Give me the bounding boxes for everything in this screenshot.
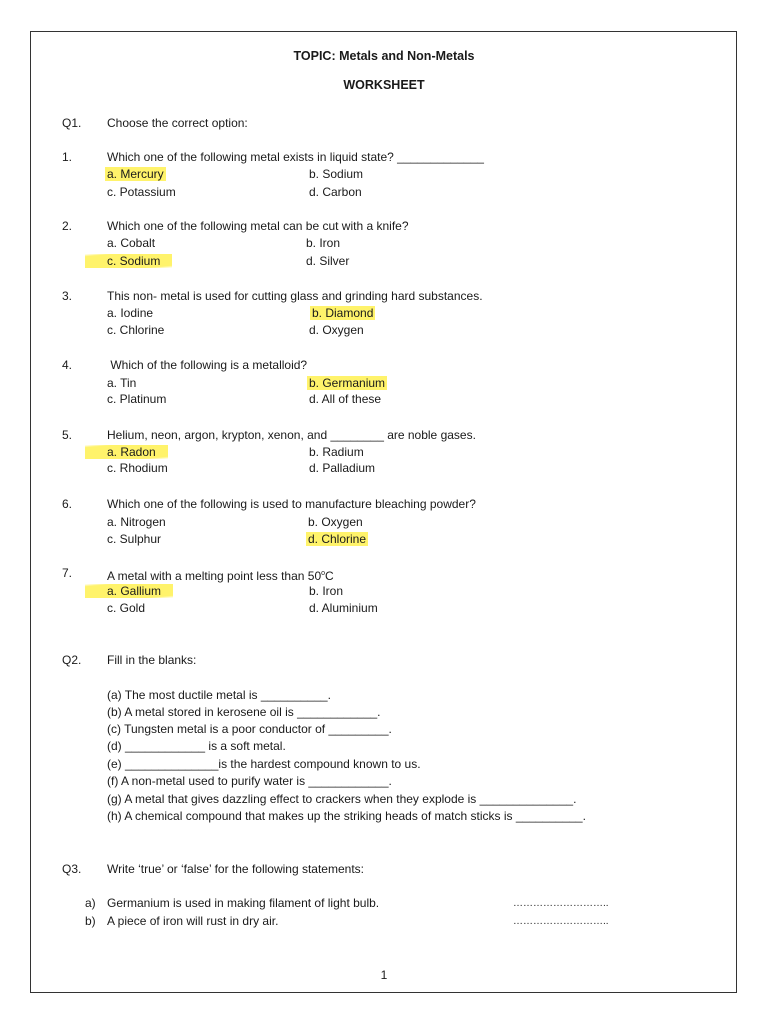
mcq-7-question-text: A metal with a melting point less than 50	[107, 569, 322, 583]
q1-number: Q1.	[62, 116, 82, 130]
mcq-4-option-b: b. Germanium	[309, 376, 386, 390]
mcq-6-question: Which one of the following is used to manufacture bleaching powder?	[107, 497, 476, 511]
mcq-5-number: 5.	[62, 428, 73, 442]
mcq-4-option-c: c. Platinum	[107, 392, 167, 406]
mcq-6-option-c: c. Sulphur	[107, 532, 162, 546]
mcq-4-option-d: d. All of these	[309, 392, 382, 406]
mcq-2-number: 2.	[62, 219, 73, 233]
mcq-2-option-c: c. Sodium	[85, 254, 172, 268]
q2-number: Q2.	[62, 653, 82, 667]
tf-b-answer-blank: ………………………..	[513, 916, 609, 927]
mcq-7-number: 7.	[62, 566, 73, 580]
mcq-7-question-unit: C	[325, 569, 334, 583]
mcq-6-option-d: d. Chlorine	[308, 532, 367, 546]
page-number: 1	[380, 968, 388, 982]
tf-a-label: a)	[85, 896, 96, 910]
mcq-1-question: Which one of the following metal exists in liquid state? _____________	[107, 150, 484, 164]
blank-line-a: (a) The most ductile metal is __________.	[107, 688, 331, 702]
mcq-4-option-a: a. Tin	[107, 376, 137, 390]
mcq-3-option-d: d. Oxygen	[309, 323, 364, 337]
tf-b-label: b)	[85, 914, 96, 928]
mcq-4-number: 4.	[62, 358, 73, 372]
worksheet-title: WORKSHEET	[343, 78, 425, 92]
mcq-5-option-b: b. Radium	[309, 445, 364, 459]
mcq-1-option-a: a. Mercury	[107, 167, 164, 181]
mcq-1-option-c: c. Potassium	[107, 185, 176, 199]
mcq-3-option-a: a. Iodine	[107, 306, 154, 320]
tf-b-statement: A piece of iron will rust in dry air.	[107, 914, 279, 928]
mcq-7-option-c: c. Gold	[107, 601, 146, 615]
mcq-2-option-b: b. Iron	[306, 236, 341, 250]
mcq-6-option-a: a. Nitrogen	[107, 515, 166, 529]
mcq-5-option-d: d. Palladium	[309, 461, 376, 475]
mcq-3-option-b: b. Diamond	[312, 306, 374, 320]
blank-line-e: (e) ______________is the hardest compound known to us.	[107, 757, 421, 771]
mcq-3-question: This non- metal is used for cutting glass and grinding hard substances.	[107, 289, 483, 303]
q1-instruction: Choose the correct option:	[107, 116, 248, 130]
blank-line-b: (b) A metal stored in kerosene oil is ____________.	[107, 705, 381, 719]
q2-instruction: Fill in the blanks:	[107, 653, 197, 667]
q3-number: Q3.	[62, 862, 82, 876]
mcq-5-option-a: a. Radon	[85, 445, 168, 459]
blank-line-g: (g) A metal that gives dazzling effect to crackers when they explode is ______________.	[107, 792, 577, 806]
mcq-3-option-c: c. Chlorine	[107, 323, 165, 337]
blank-line-h: (h) A chemical compound that makes up the striking heads of match sticks is __________.	[107, 809, 586, 823]
mcq-1-option-d: d. Carbon	[309, 185, 362, 199]
mcq-7-option-b: b. Iron	[309, 584, 344, 598]
mcq-1-number: 1.	[62, 150, 73, 164]
worksheet-topic: TOPIC: Metals and Non-Metals	[293, 49, 475, 63]
q3-instruction: Write ‘true’ or ‘false’ for the following statements:	[107, 862, 364, 876]
mcq-2-option-a: a. Cobalt	[107, 236, 156, 250]
degree-superscript: o	[321, 570, 326, 577]
mcq-5-question: Helium, neon, argon, krypton, xenon, and ________ are noble gases.	[107, 428, 476, 442]
mcq-7-option-a: a. Gallium	[85, 584, 173, 598]
mcq-5-option-c: c. Rhodium	[107, 461, 168, 475]
mcq-6-number: 6.	[62, 497, 73, 511]
mcq-7-option-d: d. Aluminium	[309, 601, 378, 615]
blank-line-c: (c) Tungsten metal is a poor conductor of _________.	[107, 722, 392, 736]
mcq-7-question	[107, 566, 334, 584]
tf-a-statement: Germanium is used in making filament of light bulb.	[107, 896, 380, 910]
mcq-2-option-d: d. Silver	[306, 254, 350, 268]
mcq-6-option-b: b. Oxygen	[308, 515, 363, 529]
mcq-3-number: 3.	[62, 289, 73, 303]
blank-line-f: (f) A non-metal used to purify water is ____________.	[107, 774, 392, 788]
mcq-4-question: Which of the following is a metalloid?	[107, 358, 308, 372]
blank-line-d: (d) ____________ is a soft metal.	[107, 739, 286, 753]
tf-a-answer-blank: ………………………..	[513, 898, 609, 909]
mcq-2-question: Which one of the following metal can be cut with a knife?	[107, 219, 409, 233]
mcq-1-option-b: b. Sodium	[309, 167, 364, 181]
